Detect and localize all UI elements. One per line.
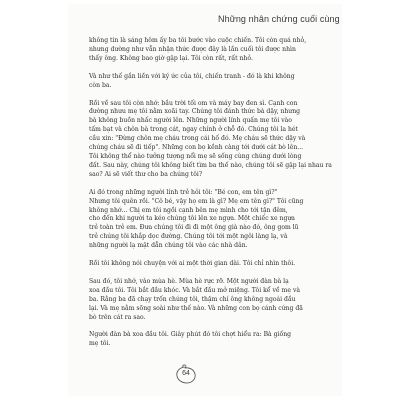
text-line: nhưng dường như vẫn nhận thức được đây là lần cuối tôi được nhìn [89, 45, 296, 53]
paragraph [89, 100, 337, 180]
text-line: đường nhưu mẹ tôi nằm xoãi tay. Chúng tôi đánh thức bà dậy, nhưng [89, 108, 301, 116]
text-line: trẻ toàn trẻ em. Đưa chúng tôi đi đi một ông già nào đó, ông gom lũ [89, 224, 299, 232]
text-line: những người lạ mặt dẫn chúng tôi vào các nhà dân. [89, 242, 248, 250]
text-line: Rồi về sau tôi còn nhớ: bầu trời tối om và máy bay đen sì. Cạnh con [89, 99, 298, 107]
running-head: Những nhân chứng cuối cùng [218, 14, 340, 24]
text-line: Và như thế gắn liền với ký ức của tôi, chiến tranh - đó là khi không [89, 72, 295, 80]
text-line: chúng cháu sẽ đi tiếp". Những con bọ kềnh càng tới dưới cát bò lên... [89, 144, 304, 152]
paragraph [89, 331, 337, 349]
text-line: tấm bạt và chôn bà trong cát, ngay chính ở chỗ đó. Chúng tôi la hét [89, 126, 298, 134]
text-line: Tôi không thể nào tưởng tượng nổi mẹ sẽ sống cùng chúng dưới lòng [89, 152, 302, 160]
text-line: bò trên cát ra sao. [89, 313, 146, 321]
text-line: xoa đầu tôi. Tôi bắt đầu khóc. Và bắt đầu mở miệng. Tôi kể về mẹ và [89, 286, 301, 294]
text-line: cầu xin: "Đừng chôn mẹ cháu trong cái hố đó. Mẹ cháu sẽ thức dậy và [89, 135, 306, 143]
text-line: Ai đó trong những người lính trẻ hỏi tôi: "Bé con, em tên gì?" [89, 188, 278, 196]
text-line: bà không buồn nhấc người lên. Những người lính quấn mẹ tôi vào [89, 117, 292, 125]
text-line: sao? Ai sẽ viết thư cho ba chúng tôi? [89, 170, 203, 178]
text-line: trẻ chúng tôi khắp dọc đường. Chúng tôi tới một ngôi làng lạ, và [89, 233, 288, 241]
text-line: thấy ông. Không bao giờ gặp lại. Tôi còn rất, rất nhỏ. [89, 54, 253, 62]
text-line: không tin là sáng hôm ấy ba tôi bước vào cuộc chiến. Tôi còn quá nhỏ, [89, 37, 307, 44]
text-line: mẹ tôi. [89, 340, 111, 348]
text-line: không nhớ... Chị em tôi ngồi cạnh bên mẹ mình cho tới tận đêm, [89, 206, 288, 214]
text-line: Sau đó, tôi nhớ, vào mùa hè. Mùa hè rực rỡ. Một người đàn bà lạ [89, 277, 289, 285]
text-line: lại. Và mẹ nằm sõng soài như thế nào. Và những con bọ cánh cứng đã [89, 304, 303, 312]
paragraph [89, 260, 337, 269]
text-line: Rồi tôi không nói chuyện với ai một thời gian dài. Tôi chỉ nhìn thôi. [89, 260, 296, 268]
text-line: cho đến khi người ta kéo chúng tôi lên xe ngựa. Một chiếc xe ngựa [89, 215, 295, 223]
text-line: ba. Rằng ba đã chạy trốn chúng tôi, thậm chí ông không ngoái đầu [89, 295, 296, 303]
text-line: Người đàn bà xoa đầu tôi. Giây phút đó tôi chợt hiểu ra: Bà giống [89, 331, 292, 339]
paragraph [89, 278, 337, 323]
text-line: đất. Sau này, chúng tôi không biết tìm ba thế nào, chúng tôi sẽ gặp lại nhau ra [89, 161, 332, 169]
body-text [89, 37, 337, 349]
paragraph [89, 37, 337, 64]
text-line: còn ba. [89, 81, 112, 89]
text-line: Nhưng tôi quên rồi. "Cô bé, vậy họ em là gì? Mẹ em tên gì?" Tôi cũng [89, 197, 304, 205]
book-page [68, 4, 342, 396]
paragraph [89, 73, 337, 91]
page-number: 64 [182, 370, 190, 377]
page-number-ornament [173, 364, 199, 386]
paragraph [89, 189, 337, 251]
